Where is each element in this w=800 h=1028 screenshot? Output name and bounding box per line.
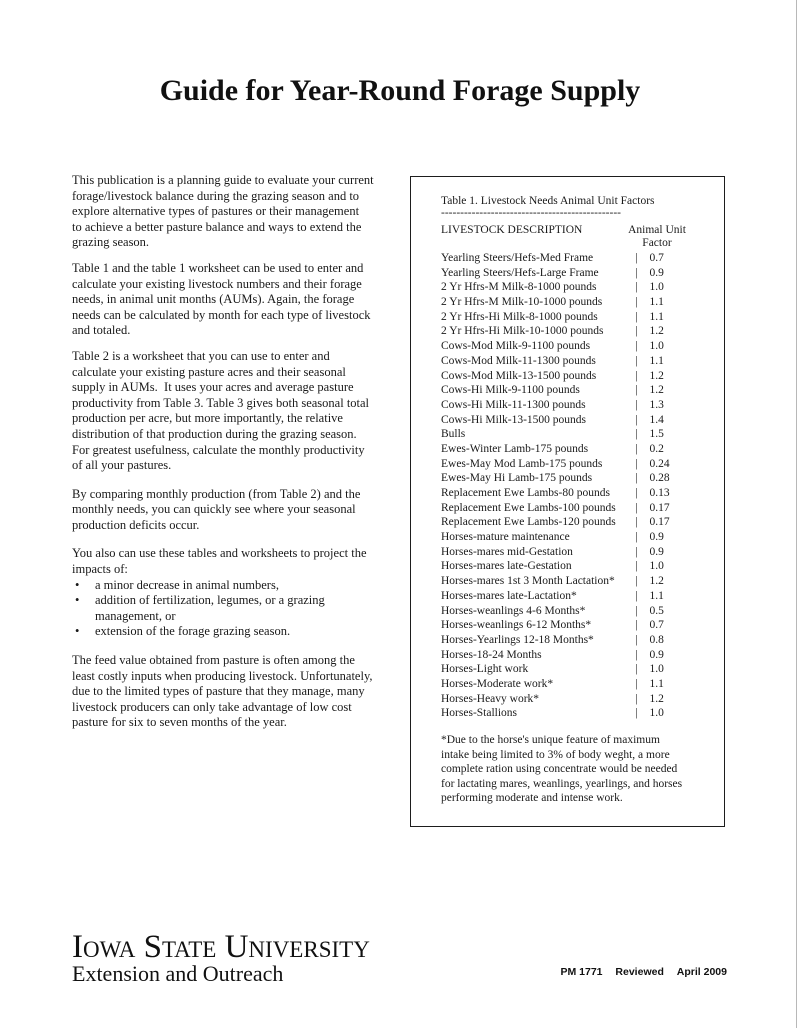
column-separator: |	[635, 677, 638, 690]
paragraph-line: Table 1 and the table 1 worksheet can be used to enter and	[72, 260, 364, 275]
table-row	[441, 442, 670, 457]
publication-info	[560, 965, 727, 979]
table-row	[441, 251, 670, 266]
column-separator: |	[635, 516, 638, 529]
paragraph-line: calculate your existing pasture acres and their seasonal	[72, 364, 346, 379]
animal-unit-factor: 1.2	[649, 325, 664, 338]
table-row	[441, 280, 670, 295]
column-separator: |	[635, 457, 638, 470]
livestock-description: Horses-mares late-Gestation	[441, 560, 572, 573]
livestock-description: Ewes-May Mod Lamb-175 pounds	[441, 457, 603, 470]
table-row	[441, 515, 670, 530]
column-separator: |	[635, 354, 638, 367]
animal-unit-factor: 0.28	[649, 472, 670, 485]
paragraph-line: of all your pastures.	[72, 458, 172, 473]
animal-unit-factor: 1.2	[649, 369, 664, 382]
paragraph-line: needs, in animal unit months (AUMs). Again, the forage	[72, 292, 355, 307]
column-separator: |	[635, 413, 638, 426]
animal-unit-factor: 0.9	[649, 648, 664, 661]
livestock-description: Yearling Steers/Hefs-Large Frame	[441, 266, 599, 279]
paragraph-line: due to the limited types of pasture that they manage, many	[72, 684, 365, 699]
table-row	[441, 706, 670, 721]
animal-unit-factor: 0.17	[649, 501, 670, 514]
page-edge-line	[796, 0, 797, 1028]
animal-unit-factor: 0.2	[649, 442, 664, 455]
table-row	[441, 295, 670, 310]
animal-unit-factor: 1.2	[649, 575, 664, 588]
body-paragraph	[72, 261, 392, 339]
university-wordmark-logo: Iowa State University	[72, 929, 370, 965]
table-row	[441, 324, 670, 339]
column-separator: |	[635, 589, 638, 602]
column-separator: |	[635, 604, 638, 617]
animal-unit-factor: 1.0	[649, 663, 664, 676]
table-row	[441, 662, 670, 677]
paragraph-line: By comparing monthly production (from Table 2) and the	[72, 486, 361, 501]
animal-unit-factor: 1.1	[649, 310, 664, 323]
table-row	[441, 574, 670, 589]
animal-unit-factor: 1.1	[649, 677, 664, 690]
animal-unit-factor: 0.17	[649, 516, 670, 529]
livestock-description: Cows-Hi Milk-13-1500 pounds	[441, 413, 587, 426]
column-separator: |	[635, 633, 638, 646]
animal-unit-factor: 1.0	[649, 340, 664, 353]
livestock-description: Horses-mature maintenance	[441, 531, 570, 544]
livestock-description: Horses-18-24 Months	[441, 648, 542, 661]
body-paragraph	[72, 653, 392, 731]
livestock-description: 2 Yr Hfrs-Hi Milk-10-1000 pounds	[441, 325, 604, 338]
table-row	[441, 398, 670, 413]
livestock-description: Replacement Ewe Lambs-120 pounds	[441, 516, 616, 529]
animal-unit-factor: 0.8	[649, 633, 664, 646]
column-separator: |	[635, 296, 638, 309]
column-separator: |	[635, 442, 638, 455]
paragraph-line: monthly needs, you can quickly see where your seasonal	[72, 502, 356, 517]
paragraph-line: Table 2 is a worksheet that you can use to enter and	[72, 348, 330, 363]
bullet-line: management, or	[95, 608, 176, 623]
animal-unit-factor: 1.1	[649, 354, 664, 367]
table-row	[441, 589, 670, 604]
column-separator: |	[635, 560, 638, 573]
column-separator: |	[635, 648, 638, 661]
paragraph-line: The feed value obtained from pasture is often among the	[72, 653, 355, 668]
paragraph-line: livestock producers can only take advantage of low cost	[72, 699, 352, 714]
column-separator: |	[635, 252, 638, 264]
livestock-description: 2 Yr Hfrs-M Milk-10-1000 pounds	[441, 296, 603, 309]
table-row	[441, 545, 670, 560]
livestock-description: Replacement Ewe Lambs-80 pounds	[441, 487, 610, 499]
body-paragraph	[72, 546, 392, 577]
livestock-description: Ewes-Winter Lamb-175 pounds	[441, 442, 589, 455]
animal-unit-factor: 0.24	[649, 457, 670, 470]
paragraph-line: impacts of:	[72, 562, 128, 577]
bullet-list	[72, 578, 392, 640]
livestock-description: Cows-Hi Milk-11-1300 pounds	[441, 398, 586, 411]
table-body	[441, 251, 670, 721]
animal-unit-factor: 0.7	[649, 252, 664, 264]
column-separator: |	[635, 325, 638, 338]
column-separator: |	[635, 619, 638, 632]
bullet-line: a minor decrease in animal numbers,	[95, 577, 279, 592]
paragraph-line: to achieve a better pasture balance and ways to extend the	[72, 219, 362, 234]
animal-unit-factor: 0.5	[649, 604, 664, 617]
body-paragraph	[72, 487, 392, 534]
livestock-description: Horses-Yearlings 12-18 Months*	[441, 633, 594, 646]
paragraph-line: production deficits occur.	[72, 517, 200, 532]
bullet-item	[72, 593, 392, 624]
livestock-description: 2 Yr Hfrs-Hi Milk-8-1000 pounds	[441, 310, 598, 323]
paragraph-line: needs can be calculated by month for each type of livestock	[72, 307, 371, 322]
column-separator: |	[635, 428, 638, 441]
bullet-glyph: •	[75, 593, 80, 608]
table-dashed-rule: -----------------------------------------------	[441, 207, 621, 219]
column-separator: |	[635, 369, 638, 382]
livestock-description: Horses-Stallions	[441, 707, 518, 720]
column-separator: |	[635, 266, 638, 279]
publication-number: PM 1771	[560, 966, 603, 978]
column-separator: |	[635, 384, 638, 397]
bullet-line: addition of fertilization, legumes, or a grazing	[95, 593, 325, 608]
table-row	[441, 310, 670, 325]
review-status: Reviewed	[615, 966, 664, 978]
table-row	[441, 413, 670, 428]
animal-unit-factor: 0.9	[649, 266, 664, 279]
table-row	[441, 618, 670, 633]
livestock-description: Cows-Mod Milk-13-1500 pounds	[441, 369, 597, 382]
animal-unit-factor: 1.0	[649, 281, 664, 294]
animal-unit-factor: 1.1	[649, 296, 664, 309]
table-row	[441, 383, 670, 398]
animal-unit-factor: 0.9	[649, 545, 664, 558]
table-title: Table 1. Livestock Needs Animal Unit Factors	[441, 195, 655, 207]
column-separator: |	[635, 281, 638, 294]
footnote-line: performing moderate and intense work.	[441, 792, 623, 804]
animal-unit-factor: 1.1	[649, 589, 664, 602]
livestock-description: Bulls	[441, 428, 466, 441]
footnote-line: complete ration using concentrate would be needed	[441, 763, 678, 775]
footnote-line: intake being limited to 3% of body weght, a more	[441, 748, 670, 761]
column-header-factor-line: Factor	[642, 237, 672, 249]
paragraph-line: pasture for six to seven months of the year.	[72, 715, 287, 730]
table-row	[441, 457, 670, 472]
column-separator: |	[635, 310, 638, 323]
animal-unit-factor: 1.3	[649, 398, 664, 411]
paragraph-line: and totaled.	[72, 323, 131, 338]
extension-unit-name: Extension and Outreach	[72, 961, 284, 986]
livestock-description: 2 Yr Hfrs-M Milk-8-1000 pounds	[441, 281, 597, 294]
livestock-description: Horses-weanlings 4-6 Months*	[441, 604, 586, 617]
animal-unit-factor: 1.5	[649, 428, 664, 441]
livestock-description: Horses-weanlings 6-12 Months*	[441, 619, 592, 632]
paragraph-line: calculate your existing livestock numbers and their forage	[72, 276, 362, 291]
table-row	[441, 471, 670, 486]
table-row	[441, 486, 670, 501]
table-row	[441, 354, 670, 369]
column-separator: |	[635, 545, 638, 558]
animal-unit-factor: 1.2	[649, 384, 664, 397]
livestock-description: Cows-Mod Milk-11-1300 pounds	[441, 354, 596, 367]
body-text-column	[72, 173, 392, 731]
livestock-description: Yearling Steers/Hefs-Med Frame	[441, 252, 594, 264]
livestock-description: Cows-Hi Milk-9-1100 pounds	[441, 384, 580, 397]
bullet-line: extension of the forage grazing season.	[95, 624, 291, 639]
table-row	[441, 339, 670, 354]
paragraph-line: forage/livestock balance during the grazing season and to	[72, 188, 360, 203]
table-footnote	[441, 733, 682, 806]
column-header-factor-line: Animal Unit	[628, 224, 686, 236]
paragraph-line: productivity from Table 3. Table 3 gives both seasonal total	[72, 395, 370, 410]
table-row	[441, 692, 670, 707]
body-paragraph	[72, 349, 392, 474]
column-header-factor	[617, 224, 697, 250]
column-separator: |	[635, 692, 638, 705]
paragraph-line: supply in AUMs. It uses your acres and average pasture	[72, 380, 354, 395]
table-row	[441, 427, 670, 442]
column-separator: |	[635, 398, 638, 411]
column-separator: |	[635, 663, 638, 676]
footnote-line: *Due to the horse's unique feature of maximum	[441, 734, 660, 746]
livestock-description: Ewes-May Hi Lamb-175 pounds	[441, 472, 593, 485]
livestock-description: Replacement Ewe Lambs-100 pounds	[441, 501, 616, 514]
table-row	[441, 266, 670, 281]
livestock-description: Horses-mares mid-Gestation	[441, 545, 573, 558]
column-separator: |	[635, 472, 638, 485]
table-row	[441, 559, 670, 574]
table-row	[441, 604, 670, 619]
bullet-glyph: •	[75, 624, 80, 639]
animal-unit-factor: 1.0	[649, 560, 664, 573]
paragraph-line: explore alternative types of pastures or their management	[72, 204, 360, 219]
paragraph-line: production per acre, but more importantly, the relative	[72, 411, 343, 426]
paragraph-line: least costly inputs when producing livestock. Unfortunately,	[72, 668, 373, 683]
bullet-glyph: •	[75, 577, 80, 592]
animal-unit-factor: 0.9	[649, 531, 664, 544]
column-separator: |	[635, 707, 638, 720]
review-date: April 2009	[676, 966, 727, 978]
table-row	[441, 677, 670, 692]
footnote-line: for lactating mares, weanlings, yearlings, and horses	[441, 777, 683, 790]
paragraph-line: This publication is a planning guide to evaluate your current	[72, 173, 374, 187]
table-row	[441, 501, 670, 516]
column-header-description: LIVESTOCK DESCRIPTION	[441, 224, 583, 236]
column-separator: |	[635, 531, 638, 544]
table-row	[441, 633, 670, 648]
paragraph-line: You also can use these tables and worksheets to project the	[72, 546, 367, 561]
livestock-description: Horses-Heavy work*	[441, 692, 540, 705]
paragraph-line: For greatest usefulness, calculate the monthly productivity	[72, 442, 365, 457]
animal-unit-factor: 0.7	[649, 619, 664, 632]
animal-unit-factor: 1.0	[649, 707, 664, 720]
table-row	[441, 369, 670, 384]
animal-unit-factor: 1.2	[649, 692, 664, 705]
bullet-item	[72, 578, 392, 594]
column-separator: |	[635, 575, 638, 588]
column-separator: |	[635, 487, 638, 499]
column-separator: |	[635, 501, 638, 514]
livestock-description: Horses-mares late-Lactation*	[441, 589, 577, 602]
livestock-description: Horses-mares 1st 3 Month Lactation*	[441, 575, 615, 588]
livestock-description: Horses-Light work	[441, 663, 529, 676]
paragraph-line: grazing season.	[72, 235, 150, 250]
animal-unit-factor: 0.13	[649, 487, 670, 499]
paragraph-line: distribution of that production during the grazing season.	[72, 426, 357, 441]
animal-unit-factor: 1.4	[649, 413, 664, 426]
bullet-item	[72, 624, 392, 640]
page-title: Guide for Year-Round Forage Supply	[159, 74, 641, 107]
livestock-table-panel	[410, 176, 725, 827]
table-row	[441, 648, 670, 663]
column-separator: |	[635, 340, 638, 353]
livestock-description: Horses-Moderate work*	[441, 677, 554, 690]
body-paragraph	[72, 173, 392, 251]
table-row	[441, 530, 670, 545]
livestock-description: Cows-Mod Milk-9-1100 pounds	[441, 340, 591, 353]
